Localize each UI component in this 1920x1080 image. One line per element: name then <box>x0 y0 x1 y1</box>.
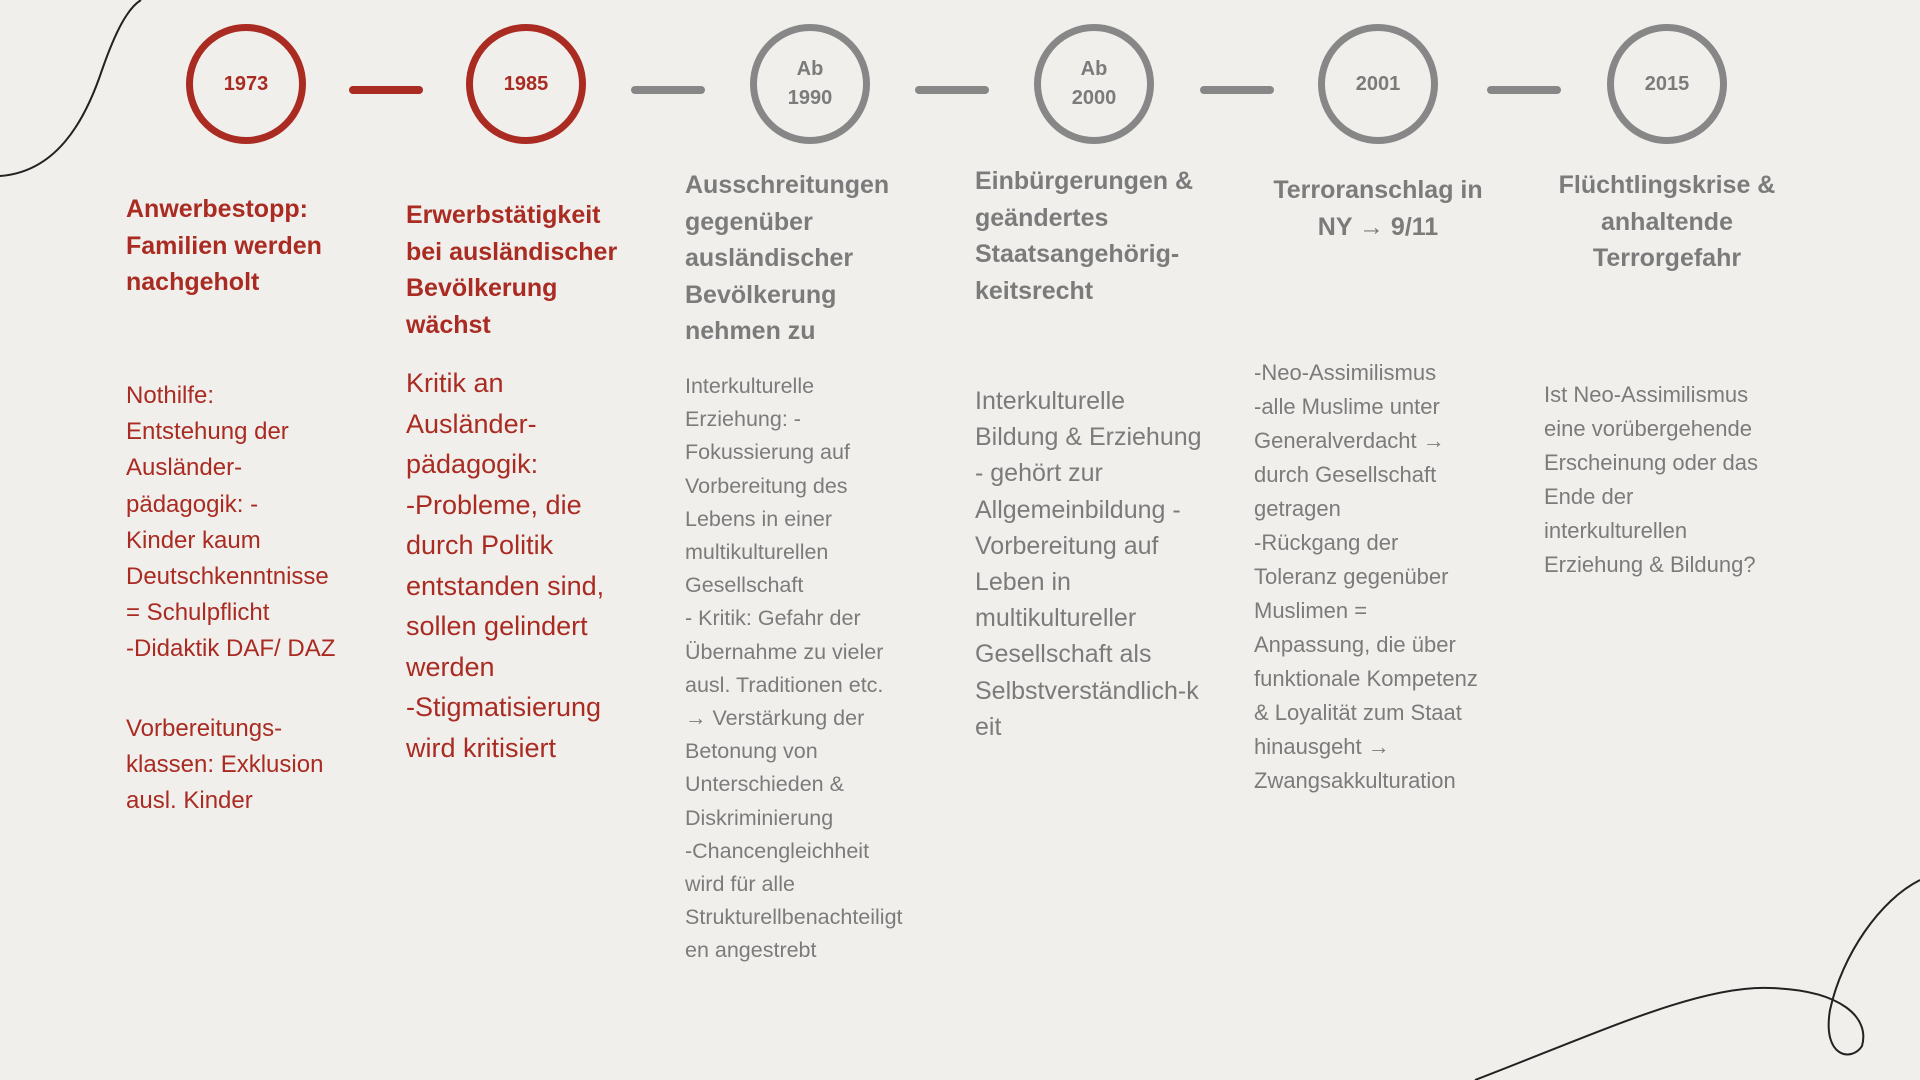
top-left-curve <box>0 0 141 176</box>
event-heading-1973: Anwerbestopp: Familien werden nachgeholt <box>126 195 322 296</box>
year-circle-ab-2000: Ab 2000 <box>1034 24 1154 144</box>
timeline-connector-2 <box>631 86 705 94</box>
year-circle-1973: 1973 <box>186 24 306 144</box>
event-body-ab-2000: Interkulturelle Bildung & Erziehung - gehört zur Allgemeinbildung - Vorbereitung auf Leben in multikultureller Gesellschaft als Selbstverständlich-k eit <box>975 387 1202 741</box>
event-body-2001: -Neo-Assimilismus -alle Muslime unter Generalverdacht → durch Gesellschaft getragen -Rückgang der Toleranz gegenüber Muslimen = Anpassung, die über funktionale Kompetenz & Loyalität zum Staat hinausgeht → Zwangsakkulturation <box>1254 360 1478 793</box>
year-circle-2015: 2015 <box>1607 24 1727 144</box>
year-circle-2001: 2001 <box>1318 24 1438 144</box>
event-heading-1985: Erwerbstätigkeit bei ausländischer Bevölkerung wächst <box>406 201 618 339</box>
year-circle-ab-1990: Ab 1990 <box>750 24 870 144</box>
event-body-1973: Nothilfe: Entstehung der Ausländer- pädagogik: - Kinder kaum Deutschkenntnisse = Schulpflicht -Didaktik DAF/ DAZ <box>126 382 336 663</box>
event-body-2015: Ist Neo-Assimilismus eine vorübergehende Erscheinung oder das Ende der interkulturellen Erziehung & Bildung? <box>1544 382 1759 577</box>
event-body-1985: Kritik an Ausländer- pädagogik: -Probleme, die durch Politik entstanden sind, sollen gelindert werden -Stigmatisierung wird kritisiert <box>406 368 605 763</box>
event-body2-1973: Vorbereitungs- klassen: Exklusion ausl. Kinder <box>126 715 324 815</box>
timeline-connector-3 <box>915 86 989 94</box>
event-heading-ab-1990: Ausschreitungen gegenüber ausländischer Bevölkerung nehmen zu <box>685 171 890 345</box>
timeline-connector-4 <box>1200 86 1274 94</box>
timeline-connector-5 <box>1487 86 1561 94</box>
event-body-ab-1990: Interkulturelle Erziehung: - Fokussierung auf Vorbereitung des Lebens in einer multikulturellen Gesellschaft - Kritik: Gefahr der Übernahme zu vieler ausl. Traditionen etc. → Verstärkung der Betonung von Unterschieden & Diskriminierung -Chancengleichheit wird für alle Strukturellbenachteiligt en angestrebt <box>685 374 903 963</box>
bottom-right-curve <box>1475 880 1920 1080</box>
event-heading-2001: Terroranschlag in NY → 9/11 <box>1273 176 1483 241</box>
year-circle-1985: 1985 <box>466 24 586 144</box>
event-heading-2015: Flüchtlingskrise & anhaltende Terrorgefahr <box>1558 171 1776 272</box>
timeline-connector-1 <box>349 86 423 94</box>
event-heading-ab-2000: Einbürgerungen & geändertes Staatsangehörig- keitsrecht <box>975 167 1194 305</box>
